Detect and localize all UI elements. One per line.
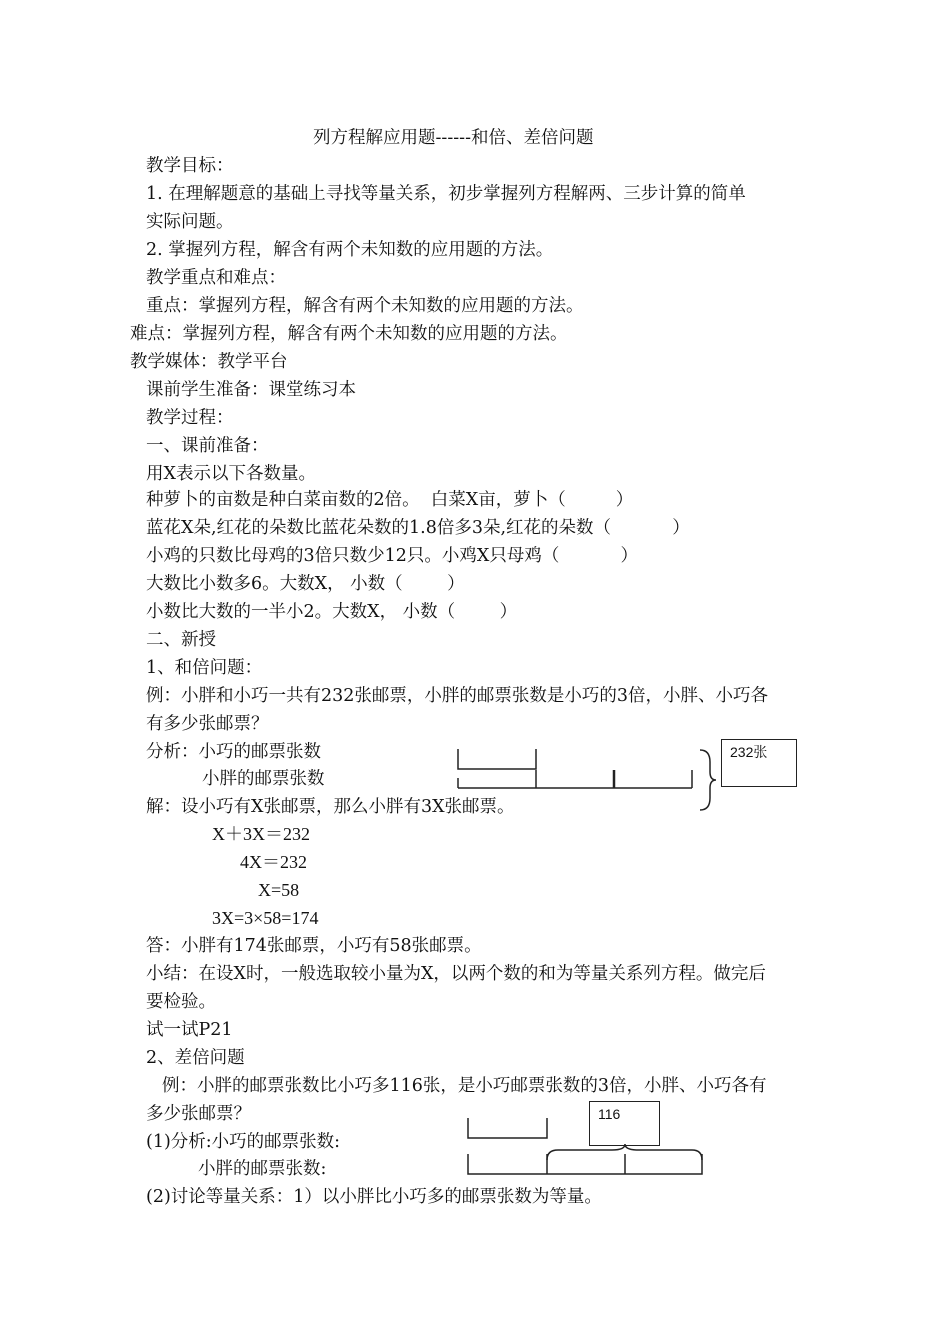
goals-heading: 教学目标： [146, 156, 234, 176]
answer-line: 答：小胖有174张邮票，小巧有58张邮票。 [146, 936, 482, 956]
example-1-line-2: 有多少张邮票？ [146, 714, 269, 734]
example-2-line-2: 多少张邮票？ [146, 1104, 251, 1124]
solution-line: 解：设小巧有X张邮票，那么小胖有3X张邮票。 [146, 797, 515, 817]
summary-line-1: 小结：在设X时，一般选取较小量为X，以两个数的和为等量关系列方程。做完后 [146, 964, 766, 984]
difference-label-box [589, 1101, 660, 1146]
page-title: 列方程解应用题------和倍、差倍问题 [313, 128, 594, 148]
exercise-intro: 用X表示以下各数量。 [146, 464, 316, 484]
example-1-line-1: 例：小胖和小巧一共有232张邮票，小胖的邮票张数是小巧的3倍，小胖、小巧各 [146, 686, 769, 706]
analysis-2-line-1: (1)分析:小巧的邮票张数: [146, 1132, 341, 1152]
discussion-line: (2)讨论等量关系：1）以小胖比小巧多的邮票张数为等量。 [146, 1187, 602, 1207]
teaching-media: 教学媒体：教学平台 [130, 352, 288, 372]
key-point: 重点：掌握列方程，解含有两个未知数的应用题的方法。 [146, 296, 584, 316]
goal-1-line-2: 实际问题。 [146, 212, 234, 232]
difficult-point: 难点：掌握列方程，解含有两个未知数的应用题的方法。 [130, 324, 568, 344]
equation-3: X=58 [258, 880, 300, 900]
equation-4: 3X=3×58=174 [212, 908, 319, 928]
student-preparation: 课前学生准备：课堂练习本 [146, 380, 356, 400]
xiaoqiao-segment-2 [468, 1118, 547, 1138]
analysis-2-line-2: 小胖的邮票张数: [198, 1159, 327, 1179]
example-2-line-1: 例：小胖的邮票张数比小巧多116张，是小巧邮票张数的3倍，小胖、小巧各有 [162, 1076, 767, 1096]
section-2-heading: 二、新授 [146, 630, 216, 650]
analysis-1-line-1: 分析：小巧的邮票张数 [146, 742, 321, 762]
xiaoqiao-segment [458, 749, 536, 769]
sum-multiple-segment-diagram [458, 749, 716, 810]
exercise-4: 大数比小数多6。大数X， 小数（ ） [146, 574, 465, 594]
try-it: 试一试P21 [146, 1020, 233, 1040]
subsection-1-heading: 1、和倍问题： [146, 658, 263, 678]
equation-1: X＋3X＝232 [212, 824, 310, 844]
goal-2: 2. 掌握列方程，解含有两个未知数的应用题的方法。 [146, 240, 554, 260]
difference-multiple-segment-diagram [468, 1118, 702, 1174]
difference-label: 116 [598, 1106, 621, 1122]
exercise-5: 小数比大数的一半小2。大数X， 小数（ ） [146, 602, 518, 622]
exercise-1: 种萝卜的亩数是种白菜亩数的2倍。 白菜X亩，萝卜（ ） [146, 490, 634, 510]
summary-line-2: 要检验。 [146, 992, 216, 1012]
goal-1-line-1: 1. 在理解题意的基础上寻找等量关系，初步掌握列方程解两、三步计算的简单 [146, 184, 746, 204]
subsection-2-heading: 2、差倍问题 [146, 1048, 245, 1068]
equation-2: 4X＝232 [240, 852, 307, 872]
exercise-3: 小鸡的只数比母鸡的3倍只数少12只。小鸡X只母鸡（ ） [146, 546, 639, 566]
process-heading: 教学过程： [146, 408, 234, 428]
total-label-box [721, 739, 797, 787]
analysis-1-line-2: 小胖的邮票张数 [202, 769, 325, 789]
section-1-heading: 一、课前准备： [146, 436, 269, 456]
exercise-2: 蓝花X朵,红花的朵数比蓝花朵数的1.8倍多3朵,红花的朵数（ ） [146, 518, 690, 538]
xiaopang-segment-2 [468, 1154, 702, 1174]
total-label: 232张 [730, 744, 768, 760]
total-brace [700, 750, 716, 810]
key-points-heading: 教学重点和难点： [146, 268, 286, 288]
